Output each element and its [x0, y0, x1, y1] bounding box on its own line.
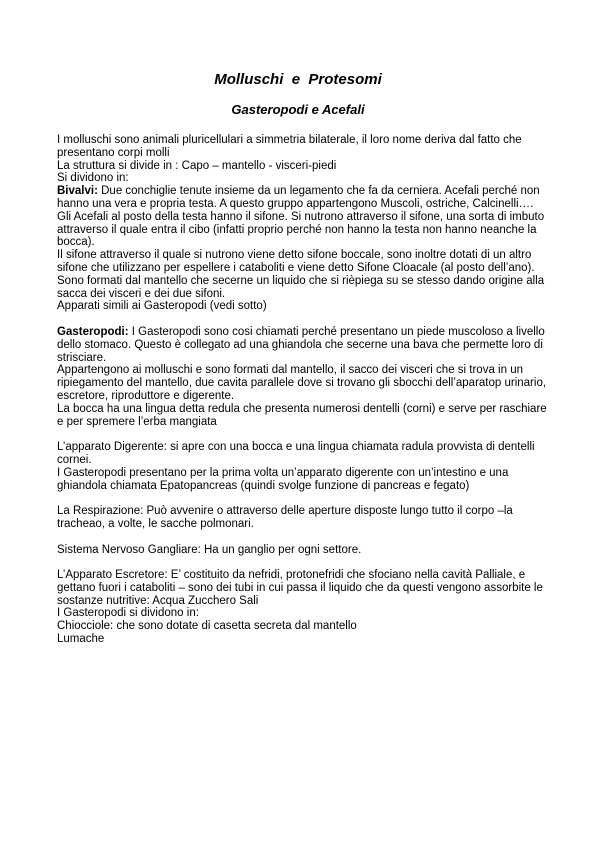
- bivalvi-heading: Bivalvi:: [57, 185, 98, 198]
- paragraph-bivalvi: [57, 185, 547, 211]
- paragraph-sistema-nervoso: Sistema Nervoso Gangliare: Ha un ganglio per ogni settore.: [57, 543, 362, 556]
- paragraph-bocca: La bocca ha una lingua detta redula che presenta numerosi dentelli (corni) e serve per raschiare e per spremere l’erba mangiata: [57, 402, 547, 428]
- paragraph-mantello: Sono formati dal mantello che secerne un liquido che si rièpiega su se stesso dando origine alla sacca dei visceri e dei due sifoni.: [57, 274, 545, 300]
- paragraph-intro: I molluschi sono animali pluricellulari a simmetria bilaterale, il loro nome deriva dal fatto che presentano corpi molli: [57, 134, 522, 159]
- paragraph-apparato-escretore: L’Apparato Escretore: E’ costituito da nefridi, protonefridi che sfociano nella cavità Palliale, e gettano fuori i cataboliti – sono dei tubi in cui passa il liquido che da questi vengono assorbite le sostanze nutritive: Acqua Zucchero Sali: [57, 569, 543, 607]
- document-title: Molluschi e Protesomi: [214, 71, 382, 88]
- paragraph-chiocciole: Chiocciole: che sono dotate di casetta secreta dal mantello: [57, 620, 357, 633]
- document-subtitle: Gasteropodi e Acefali: [231, 102, 365, 117]
- paragraph-gap: [57, 428, 547, 441]
- gasteropodi-heading: Gasteropodi:: [57, 325, 129, 338]
- paragraph-epatopancreas: I Gasteropodi presentano per la prima volta un’apparato digerente con un’intestino e una ghiandola chiamata Epatopancreas (quindi svolge funzione di pancreas e fegato): [57, 466, 509, 492]
- paragraph-gasteropodi-divisions: I Gasteropodi si dividono in:: [57, 607, 199, 620]
- paragraph-gap: [57, 492, 547, 505]
- paragraph-apparati-simili: Apparati simili ai Gasteropodi (vedi sotto): [57, 300, 267, 313]
- paragraph-gasteropodi: [57, 326, 547, 364]
- paragraph-sifone-boccale: Il sifone attraverso il quale si nutrono viene detto sifone boccale, sono inoltre dotati di un altro sifone che utilizzano per espellere i cataboliti e viene detto Sifone Cloacale (al posto dell’ano).: [57, 249, 535, 274]
- bivalvi-text: Due conchiglie tenute insieme da un legamento che fa da cerniera. Acefali perché non hanno una vera e propria testa. A questo gruppo appartengono Muscoli, ostriche, Calcinelli….: [57, 185, 540, 210]
- paragraph-gap: [57, 556, 547, 569]
- paragraph-apparato-digerente: L’apparato Digerente: si apre con una bocca e una lingua chiamata radula provvista di dentelli cornei.: [57, 441, 535, 466]
- paragraph-structure: La struttura si divide in : Capo – mantello - visceri-piedi: [57, 159, 337, 172]
- paragraph-acefali-sifone: Gli Acefali al posto della testa hanno il sifone. Si nutrono attraverso il sifone, una sorta di imbuto attraverso il quale entra il cibo (infatti proprio perché non hanno la testa non hanno neanche la bocca).: [57, 210, 545, 249]
- gasteropodi-text: I Gasteropodi sono cosi chiamati perché presentano un piede muscoloso a livello dello stomaco. Questo è collegato ad una ghiandola che secerne una bava che permette loro di strisciare.: [57, 325, 545, 364]
- paragraph-appartengono: Appartengono ai molluschi e sono formati dal mantello, il sacco dei visceri che si trova in un ripiegamento del mantello, due cavita parallele dove si trovano gli sbocchi dell’aparatop urinario, escretore, riproduttore e digerente.: [57, 364, 547, 402]
- document-body: [57, 134, 547, 646]
- paragraph-lumache: Lumache: [57, 633, 105, 646]
- paragraph-divisions: Si dividono in:: [57, 172, 129, 185]
- paragraph-gap: [57, 531, 547, 544]
- paragraph-respirazione: La Respirazione: Può avvenire o attraverso delle aperture disposte lungo tutto il corpo –la tracheao, a volte, le sacche polmonari.: [57, 505, 513, 530]
- paragraph-gap: [57, 313, 547, 326]
